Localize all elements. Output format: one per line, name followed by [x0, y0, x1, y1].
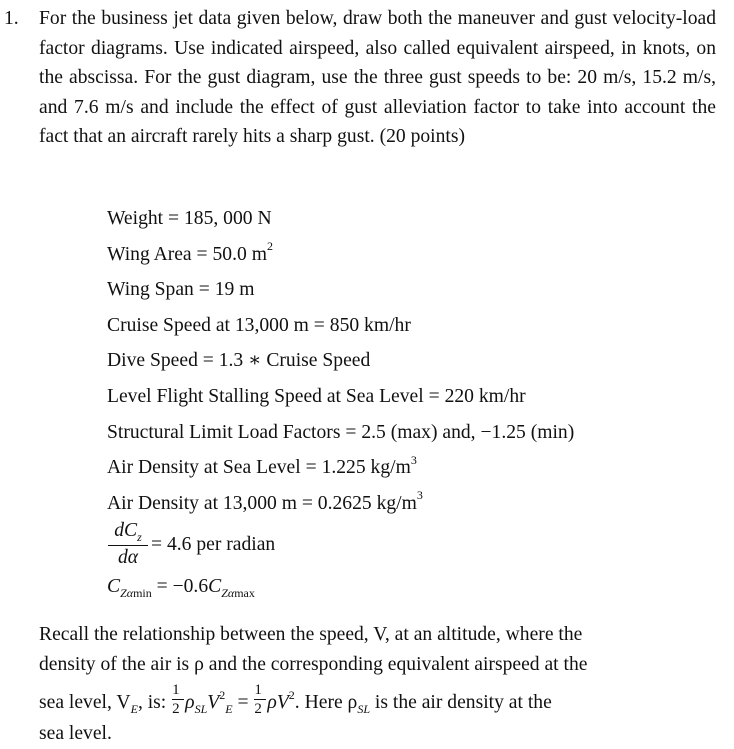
half-fraction: $\frac{1}{2}$: [172, 682, 184, 717]
data-row-weight: Weight = 185, 000 N: [107, 208, 272, 229]
given-data-list: [107, 201, 574, 521]
data-row-wing-area: Wing Area = 50.0 $m^2$: [107, 239, 273, 265]
data-row-wing-span: Wing Span = 19 m: [107, 279, 255, 301]
data-row-dive-speed: Dive Speed = 1.3 ∗ Cruise Speed: [107, 350, 371, 372]
data-row-density-sl: Air Density at Sea Level = 1.225 $kg/m^3$: [107, 452, 417, 479]
data-row-density-alt: Air Density at 13,000 m = 0.2625 $kg/m^3$: [107, 488, 423, 514]
data-row-load-factors: Structural Limit Load Factors = 2.5 (max) and, −1.25 (min): [107, 421, 575, 443]
lift-slope-fraction: $dC_z$ dα: [107, 519, 149, 570]
recall-line-3: sea level, $V_E$, is: $\frac{1}{2}$ $\rho_{SL}V^2_E$ = $\frac{1}{2}$ $\rho V^2$. Here $\rho_{SL}$ is the air density at the: [39, 682, 552, 718]
half-fraction-2: $\frac{1}{2}$: [254, 682, 266, 717]
problem-number: 1.: [4, 8, 19, 29]
cz-min-equation: $C_{Z\alpha min} = -0.6C_{Z\alpha max}$: [107, 576, 255, 600]
problem-statement: [4, 4, 716, 152]
lift-slope-value: = 4.6 per radian: [151, 534, 276, 555]
data-row-cruise-speed: Cruise Speed at 13,000 m = 850 km/hr: [107, 314, 411, 336]
recall-line-2: density of the air is ρ and the corresponding equivalent airspeed at the: [39, 653, 588, 675]
problem-text: For the business jet data given below, draw both the maneuver and gust velocity-load factor diagrams. Use indicated airspeed, also called equivalent airspeed, in knots, on the abscissa. For the gust diagram, use the three gust speeds to be: 20 m/s, 15.2 m/s, and 7.6 m/s and include the effect of gust alleviation factor to take into account the fact that an aircraft rarely hits a sharp gust. (20 points): [39, 8, 716, 148]
recall-line-4: sea level.: [39, 723, 112, 745]
recall-paragraph: [39, 620, 715, 749]
data-row-stall-speed: Level Flight Stalling Speed at Sea Level = 220 km/hr: [107, 385, 526, 407]
recall-line-1: Recall the relationship between the speed, V, at an altitude, where the: [39, 624, 583, 645]
